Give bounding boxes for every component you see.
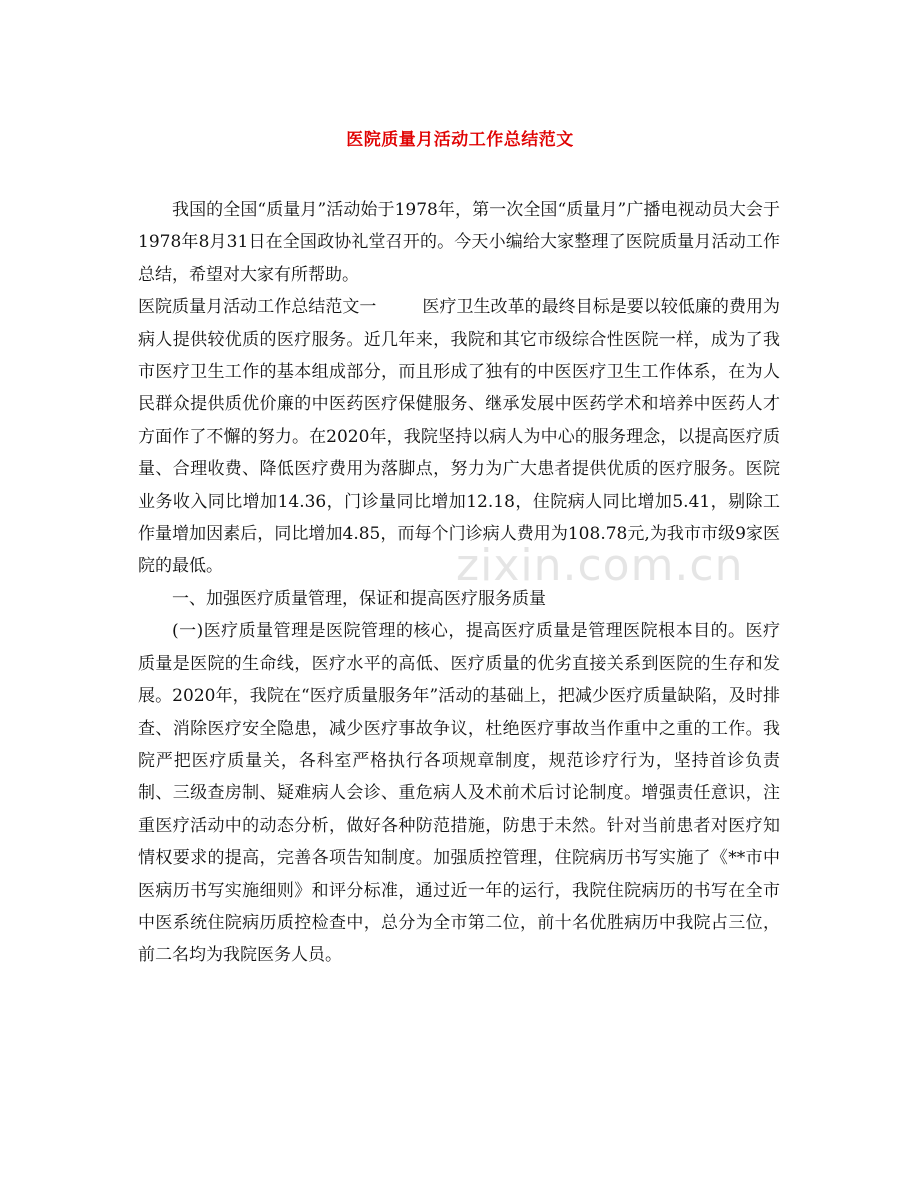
section-paragraph bbox=[138, 291, 780, 583]
document-title: 医院质量月活动工作总结范文 bbox=[346, 130, 574, 150]
section-text: 医疗卫生改革的最终目标是要以较低廉的费用为病人提供较优质的医疗服务。近几年来，我院和其它市级综合性医院一样，成为了我市医疗卫生工作的基本组成部分，而且形成了独有的中医医疗卫生工作体系，在为人民群众提供质优价廉的中医药医疗保健服务、继承发展中医药学术和培养中医药人才方面作了不懈的努力。在2020年，我院坚持以病人为中心的服务理念，以提高医疗质量、合理收费、降低医疗费用为落脚点，努力为广大患者提供优质的医疗服务。医院业务收入同比增加14.36，门诊量同比增加12.18，住院病人同比增加5.41，剔除工作量增加因素后，同比增加4.85，而每个门诊病人费用为108.78元,为我市市级9家医院的最低。 bbox=[138, 297, 781, 577]
section-heading-inline: 医院质量月活动工作总结范文一 bbox=[138, 297, 377, 318]
watermark: zixin.com.cn bbox=[456, 540, 744, 591]
intro-paragraph: 我国的全国“质量月”活动始于1978年，第一次全国“质量月”广播电视动员大会于1978年8月31日在全国政协礼堂召开的。今天小编给大家整理了医院质量月活动工作总结，希望对大家有所帮助。 bbox=[138, 200, 780, 285]
paragraph-one: (一)医疗质量管理是医院管理的核心，提高医疗质量是管理医院根本目的。医疗质量是医院的生命线，医疗水平的高低、医疗质量的优劣直接关系到医院的生存和发展。2020年，我院在“医疗质量服务年”活动的基础上，把减少医疗质量缺陷，及时排查、消除医疗安全隐患，减少医疗事故争议，杜绝医疗事故当作重中之重的工作。我院严把医疗质量关，各科室严格执行各项规章制度，规范诊疗行为，坚持首诊负责制、三级查房制、疑难病人会诊、重危病人及术前术后讨论制度。增强责任意识，注重医疗活动中的动态分析，做好各种防范措施，防患于未然。针对当前患者对医疗知情权要求的提高，完善各项告知制度。加强质控管理，住院病历书写实施了《**市中医病历书写实施细则》和评分标准，通过近一年的运行，我院住院病历的书写在全市中医系统住院病历质控检查中，总分为全市第二位，前十名优胜病历中我院占三位，前二名均为我院医务人员。 bbox=[138, 621, 780, 966]
heading-one: 一、加强医疗质量管理，保证和提高医疗服务质量 bbox=[172, 588, 546, 609]
document-body bbox=[138, 194, 780, 972]
